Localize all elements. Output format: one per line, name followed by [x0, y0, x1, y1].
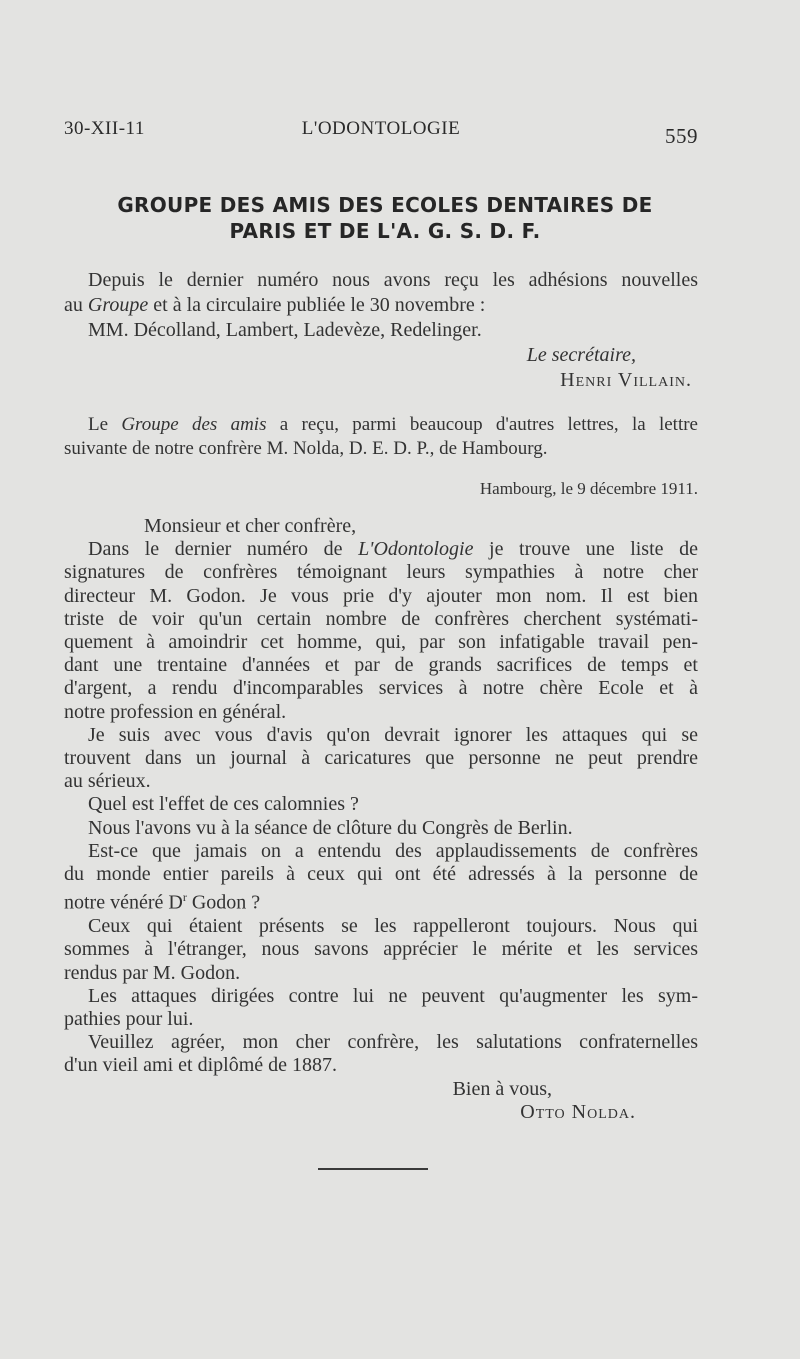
- letter-line: signatures de confrères témoignant leurs sympathies à notre cher: [64, 561, 698, 584]
- letter-line: Les attaques dirigées contre lui ne peuvent qu'augmenter les sym-: [88, 984, 698, 1007]
- article-title: [62, 192, 708, 244]
- letter-line: d'un vieil ami et diplômé de 1887.: [64, 1054, 337, 1077]
- letter-body: [64, 515, 698, 1124]
- letter-line: quement à amoindrir cet homme, qui, par son infatigable travail pen-: [64, 631, 698, 654]
- letter-line: notre profession en général.: [64, 700, 287, 723]
- letter-line: Dans le dernier numéro de L'Odontologie je trouve une liste de: [88, 538, 698, 561]
- notice-line: au Groupe et à la circulaire publiée le 30 novembre :: [64, 294, 486, 316]
- letter-line: trouvent dans un journal à caricatures que personne ne peut prendre: [64, 747, 698, 770]
- closing: Bien à vous,: [452, 1077, 552, 1100]
- letter-line: Veuillez agréer, mon cher confrère, les salutations confraternelles: [88, 1031, 698, 1054]
- secretary-role: Le secrétaire,: [526, 344, 636, 366]
- secretary-name: Henri Villain.: [560, 369, 692, 391]
- letter-line: dant une trentaine d'années et par de grands sacrifices de temps et: [64, 654, 698, 677]
- title-line: GROUPE DES AMIS DES ECOLES DENTAIRES DE: [117, 193, 653, 217]
- letter-line: notre vénéré $D^r$ Godon ?: [64, 890, 261, 914]
- letter-line: Nous l'avons vu à la séance de clôture du Congrès de Berlin.: [88, 816, 573, 839]
- letter-line: Ceux qui étaient présents se les rappelleront toujours. Nous qui: [88, 915, 698, 938]
- letter-line: Quel est l'effet de ces calomnies ?: [88, 793, 359, 816]
- letter-line: pathies pour lui.: [64, 1007, 194, 1030]
- letter-line: d'argent, a rendu d'incomparables services à notre chère Ecole et à: [64, 677, 698, 700]
- letter-line: au sérieux.: [64, 770, 151, 793]
- letter-line: rendus par M. Godon.: [64, 961, 241, 984]
- intro-line: suivante de notre confrère M. Nolda, D. E. D. P., de Hambourg.: [64, 438, 548, 459]
- letter-line: triste de voir qu'un certain nombre de confrères cherchent systémati-: [64, 607, 698, 630]
- end-rule: [318, 1168, 428, 1170]
- title-line: PARIS ET DE L'A. G. S. D. F.: [229, 219, 541, 243]
- letter-line: directeur M. Godon. Je vous prie d'y ajouter mon nom. Il est bien: [64, 584, 698, 607]
- notice-line: MM. Décolland, Lambert, Ladevèze, Redelinger.: [88, 319, 482, 341]
- intro-line: Le Groupe des amis a reçu, parmi beaucoup d'autres lettres, la lettre: [88, 414, 698, 435]
- salutation: Monsieur et cher confrère,: [144, 515, 357, 537]
- notice-line: Depuis le dernier numéro nous avons reçu les adhésions nouvelles: [88, 269, 698, 291]
- letter-line: du monde entier pareils à ceux qui ont été adressés à la personne de: [64, 863, 698, 886]
- running-header: [64, 118, 698, 148]
- letter-line: sommes à l'étranger, nous savons apprécier le mérite et les services: [64, 938, 698, 961]
- letter-intro: [64, 413, 698, 461]
- letter-signature: Otto Nolda.: [520, 1100, 636, 1123]
- letter-line: Je suis avec vous d'avis qu'on devrait ignorer les attaques qui se: [88, 723, 698, 746]
- place-date: Hambourg, le 9 décembre 1911.: [479, 479, 698, 498]
- journal-title: L'ODONTOLOGIE: [301, 118, 461, 139]
- page-number: 559: [665, 124, 698, 148]
- issue-date: 30-XII-11: [64, 118, 145, 139]
- membership-notice: [64, 268, 698, 393]
- letter-line: Est-ce que jamais on a entendu des applaudissements de confrères: [88, 839, 698, 862]
